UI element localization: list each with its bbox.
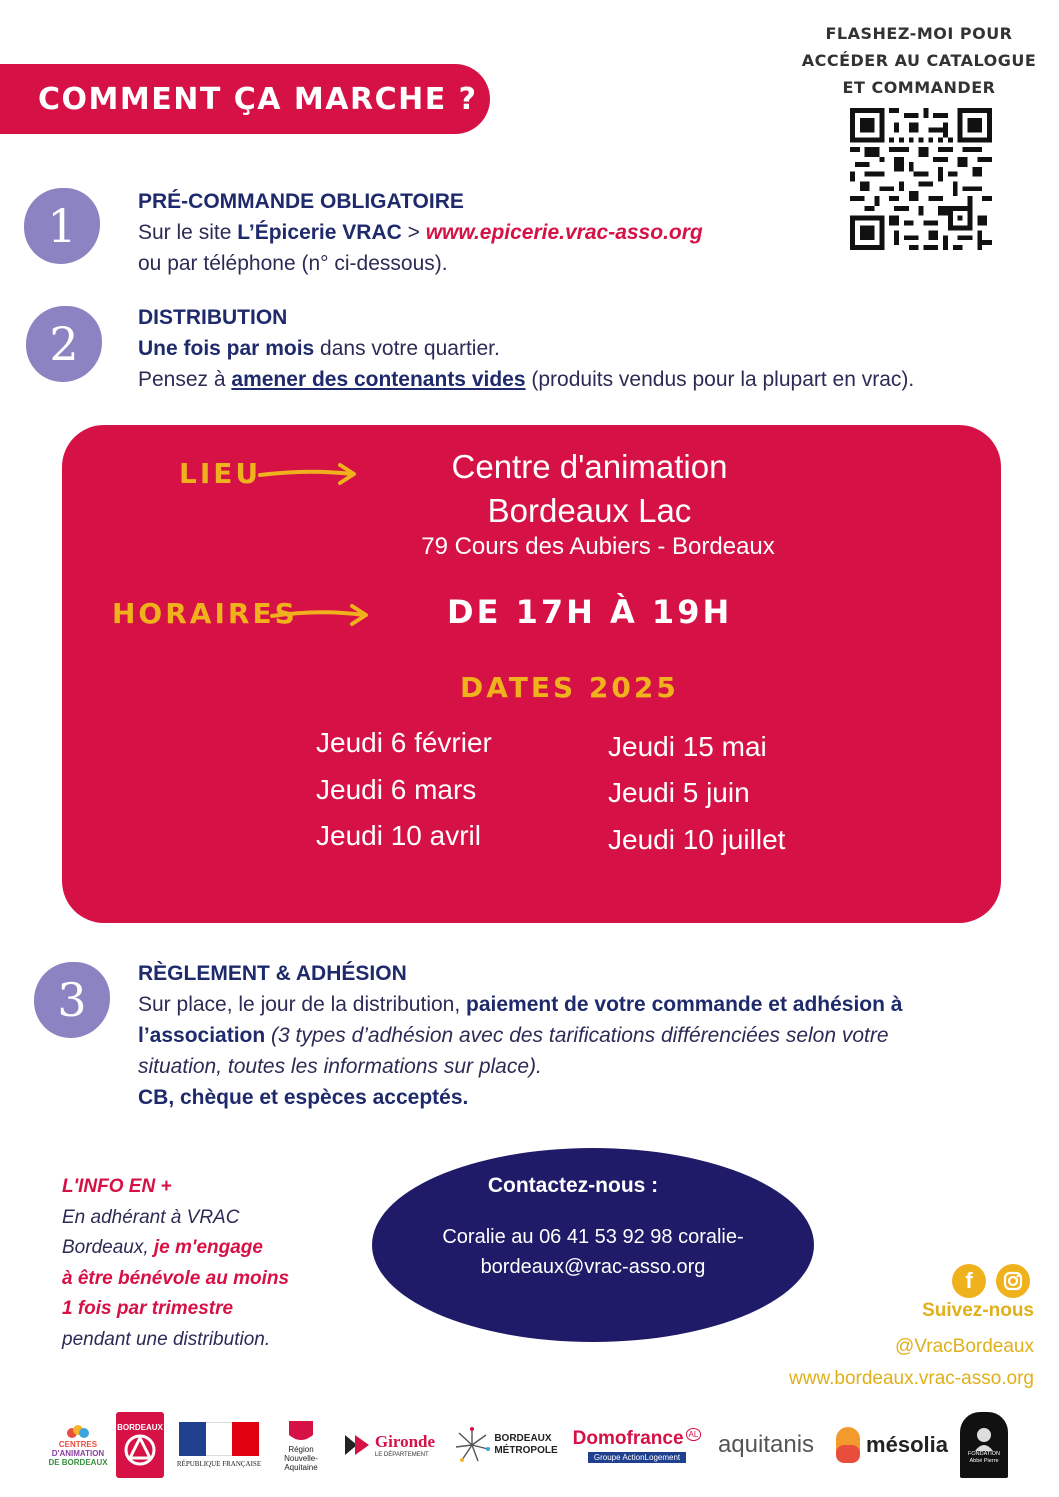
page-title: COMMENT ÇA MARCHE ? [38,81,478,117]
venue-name [362,445,817,533]
qr-caption-line: FLASHEZ-MOI POUR [825,24,1013,43]
step-3-line-1 [138,989,1028,1020]
text: (3 types d’adhésion avec des tarifications différenciées selon votre [265,1024,889,1047]
logo-text: RÉPUBLIQUE FRANÇAISE [176,1460,262,1468]
logo-text: D'ANIMATION [51,1448,105,1458]
step-3-line-2 [138,1020,1028,1051]
website-link[interactable]: www.bordeaux.vrac-asso.org [789,1368,1034,1389]
logo-text: aquitanis [717,1431,815,1458]
partner-logos [40,1412,1020,1478]
instagram-icon[interactable] [996,1264,1030,1298]
shop-name: L’Épicerie VRAC [237,221,402,244]
date-item: Jeudi 10 juillet [608,824,786,855]
logo-text: DE BORDEAUX [48,1457,108,1467]
text: je m'engage [153,1237,263,1258]
text: (produits vendus pour la plupart en vrac). [525,368,915,391]
step-2-line-1 [138,333,914,364]
step-number-3: 3 [34,962,110,1038]
mesolia-logo [826,1412,956,1478]
venue-line: Bordeaux Lac [487,492,692,529]
step-1-line-2: ou par téléphone (n° ci-dessous). [138,252,448,275]
info-line: En adhérant à VRAC [62,1206,240,1228]
info-line: à être bénévole au moins [62,1267,290,1289]
qr-caption-line: ACCÉDER AU CATALOGUE [801,51,1037,70]
step-3-heading: RÈGLEMENT & ADHÉSION [138,962,407,985]
qr-caption [800,20,1038,101]
venue-address: 79 Cours des Aubiers - Bordeaux [421,533,775,560]
info-line [62,1233,362,1264]
arrow-right-icon [270,601,370,629]
text: > [401,221,426,244]
step-2-block [138,302,914,395]
facebook-icon[interactable]: f [952,1264,986,1298]
text: Sur le site [138,221,238,244]
logo-text: MÉTROPOLE [494,1445,558,1456]
social-handle[interactable]: @VracBordeaux [895,1336,1034,1357]
step-3-line-3: situation, toutes les informations sur place). [138,1055,542,1078]
step-1-heading: PRÉ-COMMANDE OBLIGATOIRE [138,190,464,213]
metropole-logo [454,1412,558,1478]
logo-text: Domofrance [572,1427,684,1449]
payment-note: paiement de votre commande et adhésion à [466,993,903,1016]
date-item: Jeudi 15 mai [608,731,767,762]
arrow-right-icon [258,461,358,489]
title-banner [0,64,490,134]
payment-methods: CB, chèque et espèces acceptés. [138,1086,469,1109]
info-line: 1 fois par trimestre [62,1298,234,1319]
opening-hours: DE 17H À 19H [447,593,733,631]
date-item: Jeudi 5 juin [608,777,750,808]
aquitanis-logo [712,1412,820,1478]
republique-logo [176,1412,262,1478]
step-2-line-2 [138,364,914,395]
logo-text: BORDEAUX [494,1433,552,1444]
fondation-abbe-pierre-logo [960,1412,1008,1478]
containers-note: amener des contenants vides [231,368,526,391]
text: Bordeaux, [62,1237,154,1258]
venue-line: Centre d'animation [451,448,728,485]
contact-line: Coralie au 06 41 53 92 98 coralie- [442,1226,744,1248]
logo-text: LE DÉPARTEMENT [374,1452,429,1458]
step-number-2: 2 [26,306,102,382]
step-2-heading: DISTRIBUTION [138,306,288,329]
logo-text: AL [686,1428,702,1441]
contact-title: Contactez-nous : [487,1174,659,1197]
region-logo [276,1412,326,1478]
logo-text: FONDATION [968,1451,1000,1457]
qr-code-icon[interactable] [848,108,994,250]
contact-line: bordeaux@vrac-asso.org [480,1256,706,1278]
domofrance-logo [570,1412,704,1478]
step-1-line-1 [138,217,703,248]
logo-text: Aquitaine [284,1462,318,1472]
step-3-block [138,958,1028,1113]
gironde-logo [338,1412,440,1478]
info-title: L'INFO EN + [62,1176,172,1197]
lieu-label: LIEU [179,457,262,490]
centres-animation-logo [40,1412,116,1478]
payment-note: l’association [138,1024,266,1047]
logo-text: Gironde [374,1432,436,1451]
frequency: Une fois par mois [138,337,315,360]
logo-text: Groupe ActionLogement [588,1452,686,1463]
logo-text: mésolia [866,1432,948,1457]
step-number-1: 1 [24,188,100,264]
date-item: Jeudi 10 avril [316,820,481,851]
follow-label: Suivez-nous [922,1300,1034,1321]
date-item: Jeudi 6 mars [316,774,477,805]
logo-text: Abbé Pierre [969,1458,999,1464]
dates-label: DATES 2025 [460,671,679,704]
logo-text: Nouvelle- [284,1453,318,1463]
event-box [62,425,1001,923]
horaires-label: HORAIRES [112,597,298,630]
logo-text: BORDEAUX [117,1422,163,1432]
contact-details[interactable] [372,1222,814,1282]
logo-text: CENTRES [58,1439,98,1449]
qr-caption-line: ET COMMANDER [842,78,996,97]
text: Pensez à [138,368,232,391]
bordeaux-city-logo [116,1412,164,1478]
step-1-block [138,186,703,279]
info-block [62,1172,362,1355]
date-item: Jeudi 6 février [316,727,492,758]
info-line: pendant une distribution. [62,1328,271,1350]
text: Sur place, le jour de la distribution, [138,993,467,1016]
shop-link[interactable]: www.epicerie.vrac-asso.org [425,221,703,244]
logo-text: Région [288,1444,314,1454]
text: dans votre quartier. [314,337,500,360]
